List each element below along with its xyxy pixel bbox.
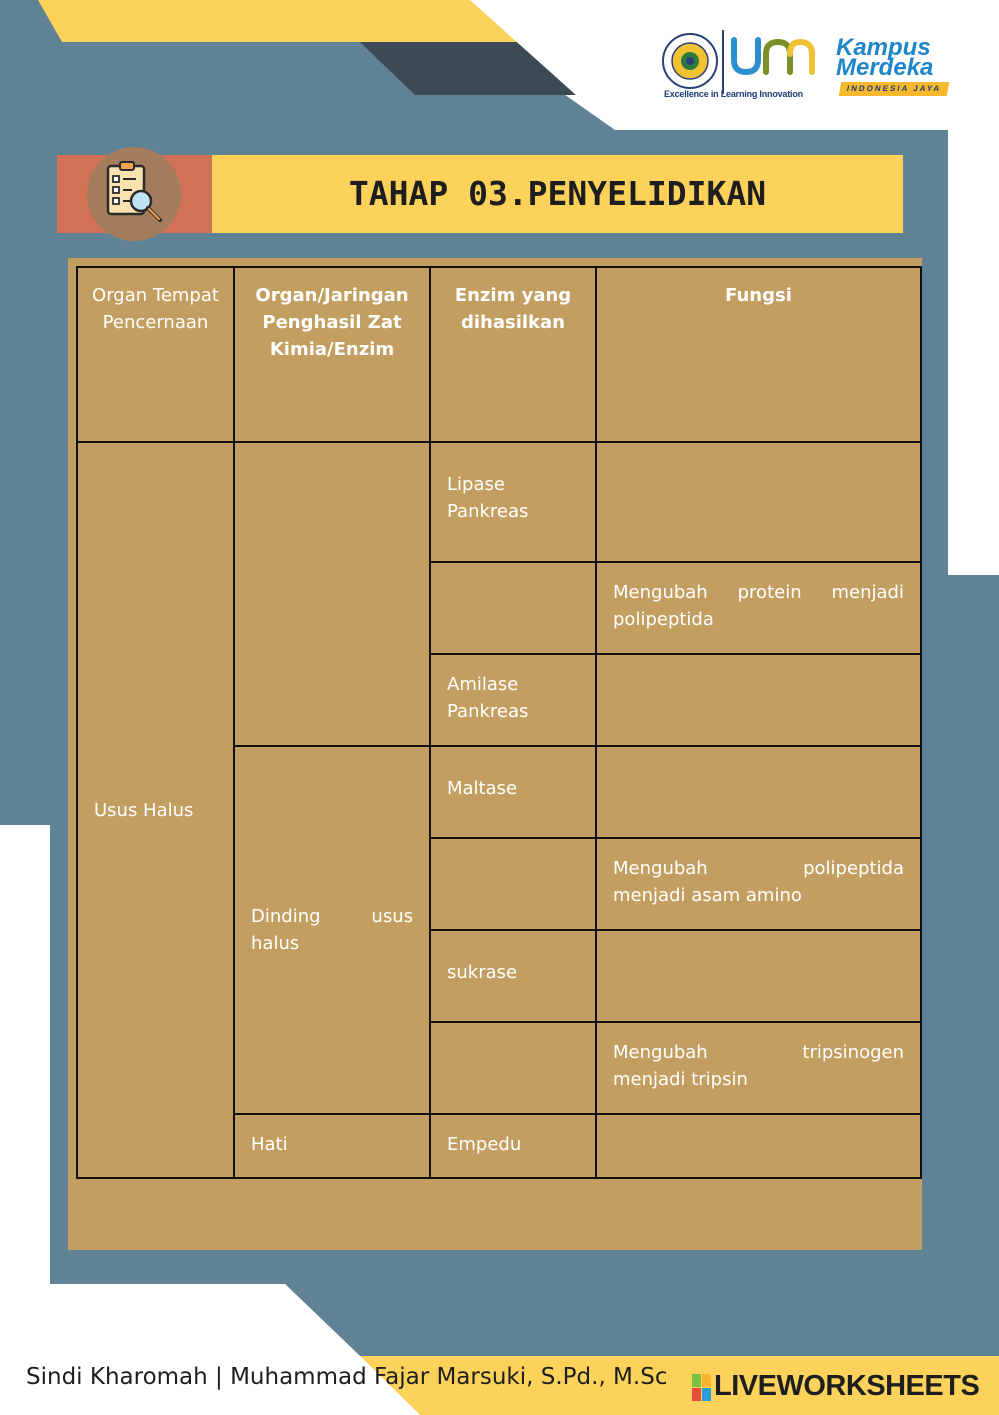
um-wordmark-logo [728,32,818,80]
liveworksheets-badge-icon [692,1374,712,1402]
digestion-table [76,266,922,1179]
liveworksheets-logo[interactable]: LIVEWORKSHEETS [714,1370,980,1402]
source-cell [234,746,430,1114]
function-line: Mengubah polipeptida [613,858,904,879]
header-enzyme: Enzim yang dihasilkan [430,267,596,442]
table-header-row [77,267,921,442]
enzyme-cell: Lipase Pankreas [430,442,596,562]
table-row [77,442,921,562]
kampus-merdeka-logo [836,34,966,81]
function-cell [596,562,921,654]
um-seal-logo [662,33,718,89]
function-line: menjadi tripsin [613,1069,748,1090]
organ-cell: Usus Halus [77,442,234,1178]
km-subtitle: INDONESIA JAYA [839,82,949,96]
function-input[interactable] [596,930,921,1022]
source-cell-empty[interactable] [234,442,430,746]
enzyme-cell: Maltase [430,746,596,838]
enzyme-input[interactable] [430,838,596,930]
source-line: halus [251,933,300,954]
logo-divider [722,30,724,94]
enzyme-cell: Empedu [430,1114,596,1178]
enzyme-cell: Amilase Pankreas [430,654,596,746]
header-function: Fungsi [596,267,921,442]
km-line1: Kampus [836,34,931,61]
function-line: Mengubah tripsinogen [613,1042,904,1063]
source-cell: Hati [234,1114,430,1178]
um-tagline: Excellence in Learning Innovation [664,89,803,99]
function-line: Mengubah protein menjadi [613,582,904,603]
function-input[interactable] [596,746,921,838]
enzyme-cell: sukrase [430,930,596,1022]
enzyme-input[interactable] [430,562,596,654]
page-title: TAHAP 03.PENYELIDIKAN [348,174,767,213]
function-line: menjadi asam amino [613,885,802,906]
function-line: polipeptida [613,609,714,630]
function-cell [596,838,921,930]
function-input[interactable] [596,1114,921,1178]
header-source: Organ/Jaringan Penghasil Zat Kimia/Enzim [234,267,430,442]
enzyme-input[interactable] [430,1022,596,1114]
header-organ: Organ Tempat Pencernaan [77,267,234,442]
function-input[interactable] [596,442,921,562]
km-line2: Merdeka [836,54,934,81]
footer-authors: Sindi Kharomah | Muhammad Fajar Marsuki, S.Pd., M.Sc [26,1364,668,1390]
function-cell [596,1022,921,1114]
source-line: Dinding usus [251,906,413,927]
checklist-search-icon [100,160,168,228]
function-input[interactable] [596,654,921,746]
